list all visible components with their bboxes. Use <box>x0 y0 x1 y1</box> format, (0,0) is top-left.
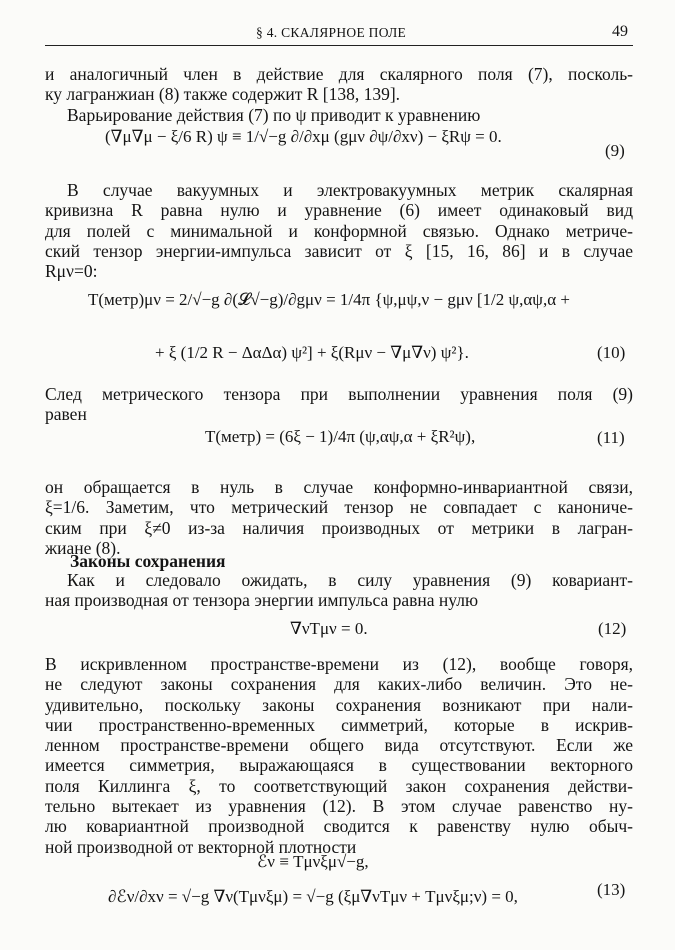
text-line: ная производная от тензора энергии импульса равна нулю <box>45 590 479 611</box>
equation-number-13: (13) <box>597 880 626 899</box>
paragraph-6 <box>45 654 633 857</box>
text-line: ку лагранжиан (8) также содержит R [138, 139]. <box>45 84 401 105</box>
text-line: чии пространственно-временных симметрий, которые в искрив- <box>45 714 633 735</box>
section-heading: Законы сохранения <box>70 551 226 571</box>
text-line: равен <box>45 404 87 425</box>
text-line: В искривленном пространстве-времени из (12), вообще говоря, <box>45 654 633 674</box>
text-line: ξ=1/6. Заметим, что метрический тензор не совпадает с канониче- <box>45 497 633 518</box>
text-line: След метрического тензора при выполнении уравнения поля (9) <box>45 384 633 404</box>
text-line: поля Киллинга ξ, то соответствующий закон сохранения действи- <box>45 775 633 796</box>
equation-13: ∂ℰν/∂xν = √−g ∇ν(Tμνξμ) = √−g (ξμ∇νTμν + Tμνξμ;ν) = 0, <box>108 887 518 906</box>
paragraph-5 <box>45 570 633 611</box>
text-line: кривизна R равна нулю и уравнение (6) имеет одинаковый вид <box>45 200 633 221</box>
paragraph-2 <box>45 180 633 281</box>
equation-12: ∇νTμν = 0. <box>290 619 368 638</box>
text-line: не следуют законы сохранения для каких-либо величин. Это не- <box>45 674 633 695</box>
equation-10-line-1: T(метр)μν = 2/√−g ∂(𝓛√−g)/∂gμν = 1/4π {ψ,μψ,ν − gμν [1/2 ψ,αψ,α + <box>88 290 570 309</box>
equation-density: ℰν ≡ Tμνξμ√−g, <box>257 852 369 871</box>
paragraph-4 <box>45 477 633 558</box>
text-line: Как и следовало ожидать, в силу уравнения (9) ковариант- <box>67 570 633 590</box>
page-number: 49 <box>612 23 628 40</box>
equation-text: (∇μ∇μ − ξ/6 R) ψ ≡ 1/√−g ∂/∂xμ (gμν ∂ψ/∂xν) − ξRψ = 0. <box>105 127 502 146</box>
text-line: ским при ξ≠0 из-за наличия производных от метрики в лагран- <box>45 517 633 538</box>
text-line: Варьирование действия (7) по ψ приводит к уравнению <box>67 104 481 125</box>
paragraph-3 <box>45 384 633 425</box>
text-line: удивительно, поскольку законы сохранения возникают при нали- <box>45 694 633 715</box>
equation-number-12: (12) <box>598 619 627 638</box>
equation-11: T(метр) = (6ξ − 1)/4π (ψ,αψ,α + ξR²ψ), <box>205 427 476 446</box>
equation-number-9: (9) <box>605 141 625 160</box>
section-title: § 4. СКАЛЯРНОЕ ПОЛЕ <box>256 25 407 40</box>
text-line: лю ковариантной производной сводится к равенству нулю обыч- <box>45 816 633 837</box>
text-line: ский тензор энергии-импульса зависит от ξ [15, 16, 86] и в случае <box>45 240 633 261</box>
text-line: жиане (8). <box>45 537 121 558</box>
equation-10-line-2: + ξ (1/2 R − ΔαΔα) ψ²] + ξ(Rμν − ∇μ∇ν) ψ²}. <box>155 343 469 362</box>
equation-9 <box>105 127 502 147</box>
text-line: имеется симметрия, выражающаяся в существовании векторного <box>45 755 633 776</box>
equation-number-10: (10) <box>597 343 626 362</box>
text-line: В случае вакуумных и электровакуумных метрик скалярная <box>67 180 633 200</box>
text-line: Rμν=0: <box>45 261 98 282</box>
text-line: и аналогичный член в действие для скалярного поля (7), посколь- <box>45 64 633 84</box>
paragraph-1 <box>45 64 633 125</box>
text-line: тельно вытекает из уравнения (12). В этом случае равенство ну- <box>45 796 633 817</box>
text-line: ленном пространстве-времени общего вида отсутствуют. Если же <box>45 735 633 756</box>
header-rule <box>45 45 633 46</box>
text-line: он обращается в нуль в случае конформно-инвариантной связи, <box>45 477 633 497</box>
equation-number-11: (11) <box>597 428 625 447</box>
text-line: ной производной от векторной плотности <box>45 836 357 857</box>
text-line: для полей с минимальной и конформной связью. Однако метриче- <box>45 220 633 241</box>
